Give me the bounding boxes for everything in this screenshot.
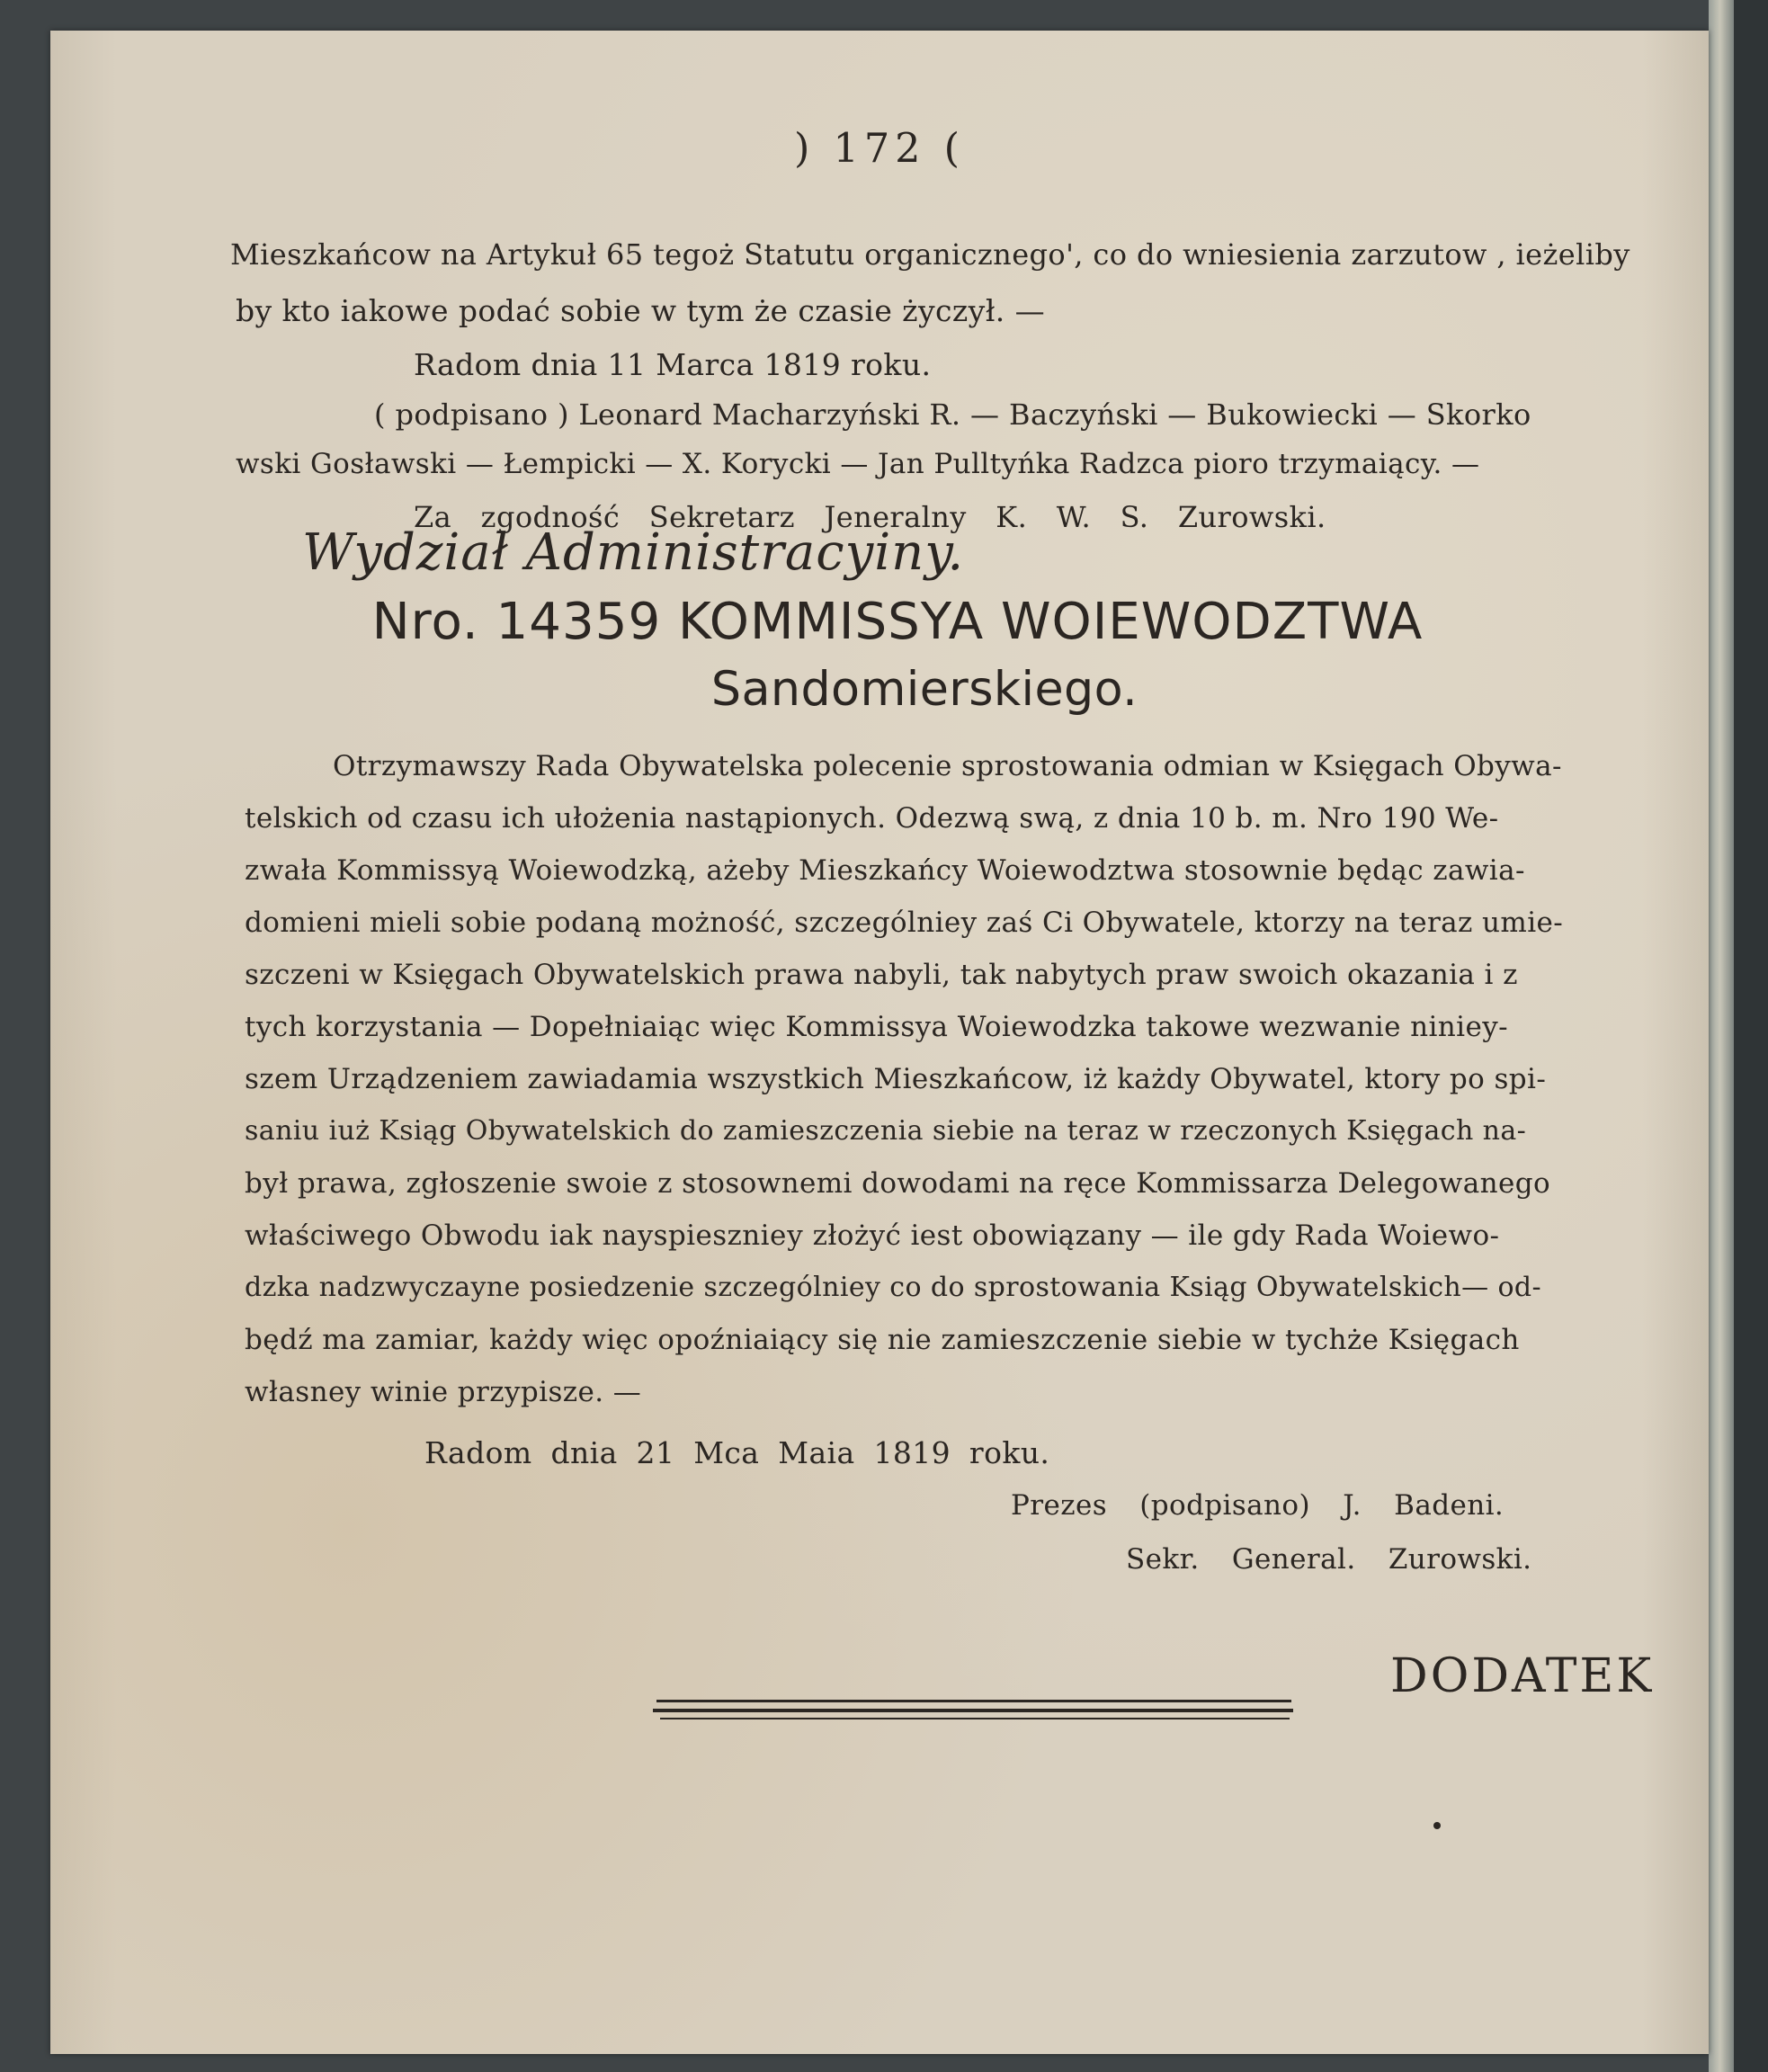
catchword: DODATEK — [1390, 1649, 1655, 1703]
book-spine — [1709, 0, 1734, 2072]
body-line-11: dzka nadzwyczayne posiedzenie szczególniey co do sprostowania Ksiąg Obywatelskich— od- — [245, 1272, 1542, 1303]
header-sandomierskiego: Sandomierskiego. — [710, 662, 1138, 717]
body-line-6: tych korzystania — Dopełniaiąc więc Kommissya Woiewodzka takowe wezwanie niniey- — [245, 1011, 1508, 1043]
body-line-10: właściwego Obwodu iak nayspiesznieу złożyć iest obowiązany — ile gdy Rada Woiewo- — [245, 1219, 1500, 1252]
text-line-attestation: Za zgodność Sekretarz Jeneralny K. W. S. Zurowski. — [414, 500, 1326, 534]
body-line-13: własney winie przypisze. — — [245, 1376, 642, 1408]
document-page — [50, 31, 1709, 2054]
signature-line-president: Prezes (podpisano) J. Badeni. — [1011, 1489, 1505, 1522]
body-line-9: był prawa, zgłoszenie swoie z stosownemi dowodami na ręce Kommissarza Delegowanego — [245, 1167, 1551, 1200]
ink-dot — [1433, 1822, 1441, 1829]
body-line-2: telskich od czasu ich ułożenia nastąpionych. Odezwą swą, z dnia 10 b. m. Nro 190 We- — [245, 802, 1499, 835]
text-line-signatories-1: ( podpisano ) Leonard Macharzyński R. — Baczyński — Bukowiecki — Skorko — [374, 397, 1531, 432]
text-line-2: by kto iakowe podać sobie w tym że czasie życzył. — — [236, 293, 1045, 328]
header-commission: Nro. 14359 KOMMISSYA WOIEWODZTWA — [371, 593, 1424, 651]
body-line-4: domieni mieli sobie podaną możność, szczególniey zaś Ci Obywatele, ktorzy na teraz umie- — [245, 906, 1564, 939]
body-line-12: będź ma zamiar, każdy więc opoźniaiący się nie zamieszczenie siebie w tychże Księgach — [245, 1324, 1520, 1356]
body-line-3: zwała Kommissyą Woiewodzką, ażeby Mieszkańcy Woiewodztwa stosownie będąc zawia- — [245, 854, 1525, 887]
body-line-8: saniu iuż Ksiąg Obywatelskich do zamieszczenia siebie na teraz w rzeczonych Księgach na- — [245, 1115, 1527, 1147]
divider-rule-bottom — [660, 1718, 1290, 1719]
text-line-1: Mieszkańcow na Artykuł 65 tegoż Statutu organicznego', co do wniesienia zarzutow , ieżeliby — [230, 237, 1630, 272]
divider-rule-middle — [653, 1709, 1293, 1712]
date-line: Radom dnia 21 Mca Maia 1819 roku. — [424, 1435, 1050, 1470]
text-line-signatories-2: wski Gosławski — Łempicki — X. Korycki — Jan Pulltyńka Radzca pioro trzymaiący. — — [236, 448, 1480, 480]
divider-rule-top — [656, 1700, 1291, 1702]
section-title: Wydział Administracyiny. — [302, 523, 965, 582]
body-line-1: Otrzymawszy Rada Obywatelska polecenie sprostowania odmian w Księgach Obywa- — [333, 750, 1562, 782]
signature-line-secretary: Sekr. General. Zurowski. — [1126, 1543, 1532, 1576]
page-number: ) 172 ( — [793, 125, 966, 172]
text-line-date-1: Radom dnia 11 Marca 1819 roku. — [414, 347, 932, 382]
body-line-7: szem Urządzeniem zawiadamia wszystkich Mieszkańcow, iż każdy Obywatel, ktory po spi- — [245, 1063, 1547, 1095]
scan-background-edge — [1734, 0, 1768, 2072]
body-line-5: szczeni w Księgach Obywatelskich prawa nabyli, tak nabytych praw swoich okazania i z — [245, 959, 1518, 991]
